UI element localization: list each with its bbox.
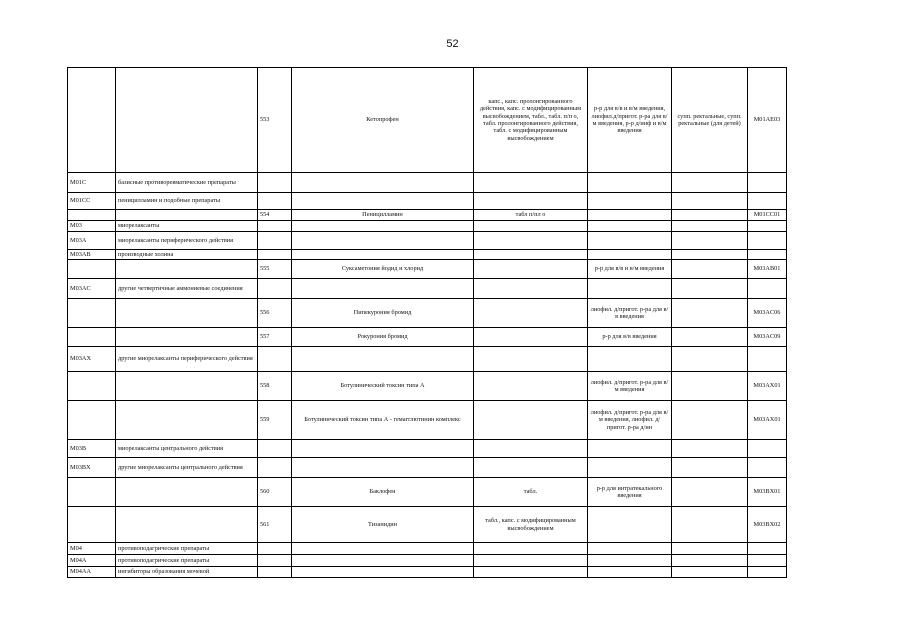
row-dosage-form-injection (588, 507, 672, 543)
row-group-name: другие четвертичные аммониевые соединения (116, 279, 258, 299)
row-dosage-form-oral: табл. (474, 478, 588, 507)
table-row (68, 440, 787, 458)
row-group-name: ингибиторы образования мочевой (116, 567, 258, 578)
row-number: 560 (258, 478, 292, 507)
row-group-name (116, 260, 258, 279)
row-number (258, 347, 292, 372)
row-dosage-form-oral (474, 458, 588, 478)
row-atc-group-code: M03 (68, 221, 116, 232)
row-atc-code: M03AX01 (748, 401, 787, 440)
table-row (68, 401, 787, 440)
row-dosage-form-injection (588, 210, 672, 221)
row-atc-group-code: M03AC (68, 279, 116, 299)
row-dosage-form-injection (588, 458, 672, 478)
row-atc-code (748, 347, 787, 372)
row-atc-group-code (68, 68, 116, 173)
row-group-name (116, 401, 258, 440)
row-dosage-form-oral (474, 260, 588, 279)
row-atc-code (748, 173, 787, 193)
row-dosage-form-other (672, 210, 748, 221)
row-number: 553 (258, 68, 292, 173)
row-dosage-form-oral (474, 250, 588, 260)
row-group-name (116, 507, 258, 543)
row-atc-code (748, 279, 787, 299)
row-number: 559 (258, 401, 292, 440)
row-dosage-form-other (672, 555, 748, 567)
table-row (68, 372, 787, 401)
table-row (68, 543, 787, 555)
row-number (258, 232, 292, 250)
row-dosage-form-oral (474, 232, 588, 250)
drug-list-table (67, 67, 787, 578)
row-atc-group-code: M03B (68, 440, 116, 458)
row-atc-group-code (68, 328, 116, 347)
row-drug-name: Баклофен (292, 478, 474, 507)
row-dosage-form-oral (474, 299, 588, 328)
row-atc-group-code: M01CC (68, 193, 116, 210)
row-atc-code: M03BX01 (748, 478, 787, 507)
row-drug-name: Рокурония бромид (292, 328, 474, 347)
row-atc-code (748, 232, 787, 250)
row-dosage-form-oral (474, 372, 588, 401)
row-dosage-form-oral (474, 221, 588, 232)
row-drug-name (292, 173, 474, 193)
row-atc-code: M01AE03 (748, 68, 787, 173)
row-drug-name (292, 193, 474, 210)
row-group-name: другие миорелаксанты периферического действия (116, 347, 258, 372)
row-number: 557 (258, 328, 292, 347)
row-drug-name (292, 458, 474, 478)
row-dosage-form-other (672, 299, 748, 328)
row-number: 561 (258, 507, 292, 543)
row-dosage-form-other (672, 221, 748, 232)
row-dosage-form-other (672, 328, 748, 347)
row-number (258, 221, 292, 232)
row-atc-code (748, 250, 787, 260)
row-dosage-form-other (672, 372, 748, 401)
row-drug-name (292, 567, 474, 578)
row-dosage-form-oral (474, 173, 588, 193)
row-drug-name: Пеницилламин (292, 210, 474, 221)
row-group-name (116, 372, 258, 401)
row-dosage-form-other (672, 250, 748, 260)
row-atc-group-code (68, 210, 116, 221)
row-group-name: миорелаксанты периферического действия (116, 232, 258, 250)
row-dosage-form-oral (474, 543, 588, 555)
row-atc-group-code: M01C (68, 173, 116, 193)
row-atc-code: M03AB01 (748, 260, 787, 279)
page-number: 52 (446, 38, 459, 50)
row-atc-group-code (68, 478, 116, 507)
row-number: 556 (258, 299, 292, 328)
row-atc-group-code: M03AB (68, 250, 116, 260)
row-group-name: миорелаксанты (116, 221, 258, 232)
row-group-name: противоподагрические препараты (116, 555, 258, 567)
table-row (68, 478, 787, 507)
row-dosage-form-injection (588, 555, 672, 567)
row-atc-code (748, 458, 787, 478)
row-number: 558 (258, 372, 292, 401)
table-row (68, 458, 787, 478)
row-dosage-form-other (672, 347, 748, 372)
row-group-name (116, 478, 258, 507)
row-drug-name (292, 221, 474, 232)
row-drug-name (292, 543, 474, 555)
row-group-name (116, 328, 258, 347)
row-dosage-form-injection (588, 250, 672, 260)
row-number: 555 (258, 260, 292, 279)
row-dosage-form-injection (588, 193, 672, 210)
row-atc-code: M03AC09 (748, 328, 787, 347)
row-drug-name (292, 347, 474, 372)
row-drug-name (292, 250, 474, 260)
table-row (68, 221, 787, 232)
table-row (68, 210, 787, 221)
row-dosage-form-other (672, 543, 748, 555)
row-dosage-form-injection: лиофил. д/пригот. р-ра для в/в введения (588, 299, 672, 328)
row-dosage-form-other (672, 260, 748, 279)
row-dosage-form-oral (474, 193, 588, 210)
row-drug-name (292, 555, 474, 567)
row-group-name: производные холина (116, 250, 258, 260)
table-row (68, 232, 787, 250)
row-drug-name (292, 279, 474, 299)
row-dosage-form-injection: р-р для в/в и в/м введения, лиофил.д/пригот. р-ра для в/м введения, р-р д/инф и в/м введения (588, 68, 672, 173)
row-atc-code: M03BX02 (748, 507, 787, 543)
row-dosage-form-injection (588, 543, 672, 555)
row-dosage-form-oral (474, 347, 588, 372)
row-dosage-form-other (672, 567, 748, 578)
row-dosage-form-oral (474, 440, 588, 458)
row-dosage-form-injection (588, 221, 672, 232)
row-dosage-form-oral (474, 401, 588, 440)
row-atc-group-code: M04 (68, 543, 116, 555)
row-group-name: другие миорелаксанты центрального действия (116, 458, 258, 478)
row-dosage-form-injection: р-р для интратекального введения (588, 478, 672, 507)
row-group-name (116, 68, 258, 173)
row-atc-group-code: M04AA (68, 567, 116, 578)
row-group-name: миорелаксанты центрального действия (116, 440, 258, 458)
row-group-name: базисные противоревматические препараты (116, 173, 258, 193)
table-body (68, 68, 787, 578)
row-dosage-form-other (672, 401, 748, 440)
row-dosage-form-other (672, 232, 748, 250)
row-dosage-form-other (672, 458, 748, 478)
row-drug-name: Ботулинический токсин типа А - гемагглютинин комплекс (292, 401, 474, 440)
row-dosage-form-oral (474, 555, 588, 567)
row-atc-group-code (68, 507, 116, 543)
row-atc-group-code: M04A (68, 555, 116, 567)
table-row (68, 328, 787, 347)
row-atc-group-code: M03A (68, 232, 116, 250)
row-atc-group-code (68, 401, 116, 440)
row-atc-code (748, 555, 787, 567)
row-dosage-form-oral: табл п/пл о (474, 210, 588, 221)
row-dosage-form-other (672, 478, 748, 507)
table-row (68, 260, 787, 279)
row-group-name: противоподагрические препараты (116, 543, 258, 555)
row-group-name: пеницилламин и подобные препараты (116, 193, 258, 210)
row-atc-code (748, 440, 787, 458)
row-dosage-form-injection (588, 567, 672, 578)
row-dosage-form-oral (474, 279, 588, 299)
row-dosage-form-injection (588, 440, 672, 458)
table-row (68, 279, 787, 299)
table-row (68, 68, 787, 173)
row-number (258, 543, 292, 555)
row-atc-code (748, 193, 787, 210)
row-drug-name (292, 440, 474, 458)
row-dosage-form-injection (588, 279, 672, 299)
row-number (258, 458, 292, 478)
table-row (68, 173, 787, 193)
row-atc-group-code: M03AX (68, 347, 116, 372)
row-dosage-form-injection: р-р для в/в и в/м введения (588, 260, 672, 279)
row-dosage-form-other: супп. ректальные, супп. ректальные (для детей) (672, 68, 748, 173)
row-dosage-form-injection (588, 232, 672, 250)
row-dosage-form-injection (588, 347, 672, 372)
row-number (258, 555, 292, 567)
row-dosage-form-other (672, 279, 748, 299)
row-number (258, 173, 292, 193)
row-group-name (116, 299, 258, 328)
table-row (68, 193, 787, 210)
row-number (258, 193, 292, 210)
row-drug-name: Кетопрофен (292, 68, 474, 173)
table-row (68, 347, 787, 372)
row-dosage-form-other (672, 193, 748, 210)
row-number (258, 440, 292, 458)
row-atc-group-code (68, 299, 116, 328)
row-number (258, 567, 292, 578)
row-drug-name: Ботулинический токсин типа А (292, 372, 474, 401)
row-dosage-form-injection: лиофил. д/пригот. р-ра для в/м введения (588, 372, 672, 401)
row-drug-name: Суксаметония йодид и хлорид (292, 260, 474, 279)
row-dosage-form-injection: р-р для в/в введения (588, 328, 672, 347)
row-number (258, 279, 292, 299)
row-dosage-form-oral: капс., капс. пролонгированного действия, капс. с модифицированным высвобождением, табл., табл. п/п о, табл. пролонгированного действия, табл. с модифицированным высвобождением (474, 68, 588, 173)
table-row (68, 250, 787, 260)
row-drug-name: Пипекурония бромид (292, 299, 474, 328)
table-row (68, 507, 787, 543)
row-dosage-form-injection (588, 173, 672, 193)
row-atc-code (748, 567, 787, 578)
row-group-name (116, 210, 258, 221)
table-row (68, 567, 787, 578)
table-row (68, 299, 787, 328)
row-dosage-form-injection: лиофил. д/пригот. р-ра для в/м введения, лиофил. д/пригот. р-ра д/ин (588, 401, 672, 440)
row-dosage-form-other (672, 173, 748, 193)
row-drug-name: Тизанидин (292, 507, 474, 543)
row-atc-group-code: M03BX (68, 458, 116, 478)
row-atc-code (748, 221, 787, 232)
row-atc-group-code (68, 260, 116, 279)
row-dosage-form-other (672, 507, 748, 543)
table-row (68, 555, 787, 567)
row-dosage-form-oral (474, 567, 588, 578)
row-dosage-form-oral: табл., капс. с модифицированным высвобождением (474, 507, 588, 543)
row-drug-name (292, 232, 474, 250)
row-atc-code: M03AX01 (748, 372, 787, 401)
row-dosage-form-oral (474, 328, 588, 347)
row-number: 554 (258, 210, 292, 221)
row-number (258, 250, 292, 260)
row-dosage-form-other (672, 440, 748, 458)
row-atc-code (748, 543, 787, 555)
row-atc-code: M03AC06 (748, 299, 787, 328)
row-atc-group-code (68, 372, 116, 401)
row-atc-code: M01CC01 (748, 210, 787, 221)
